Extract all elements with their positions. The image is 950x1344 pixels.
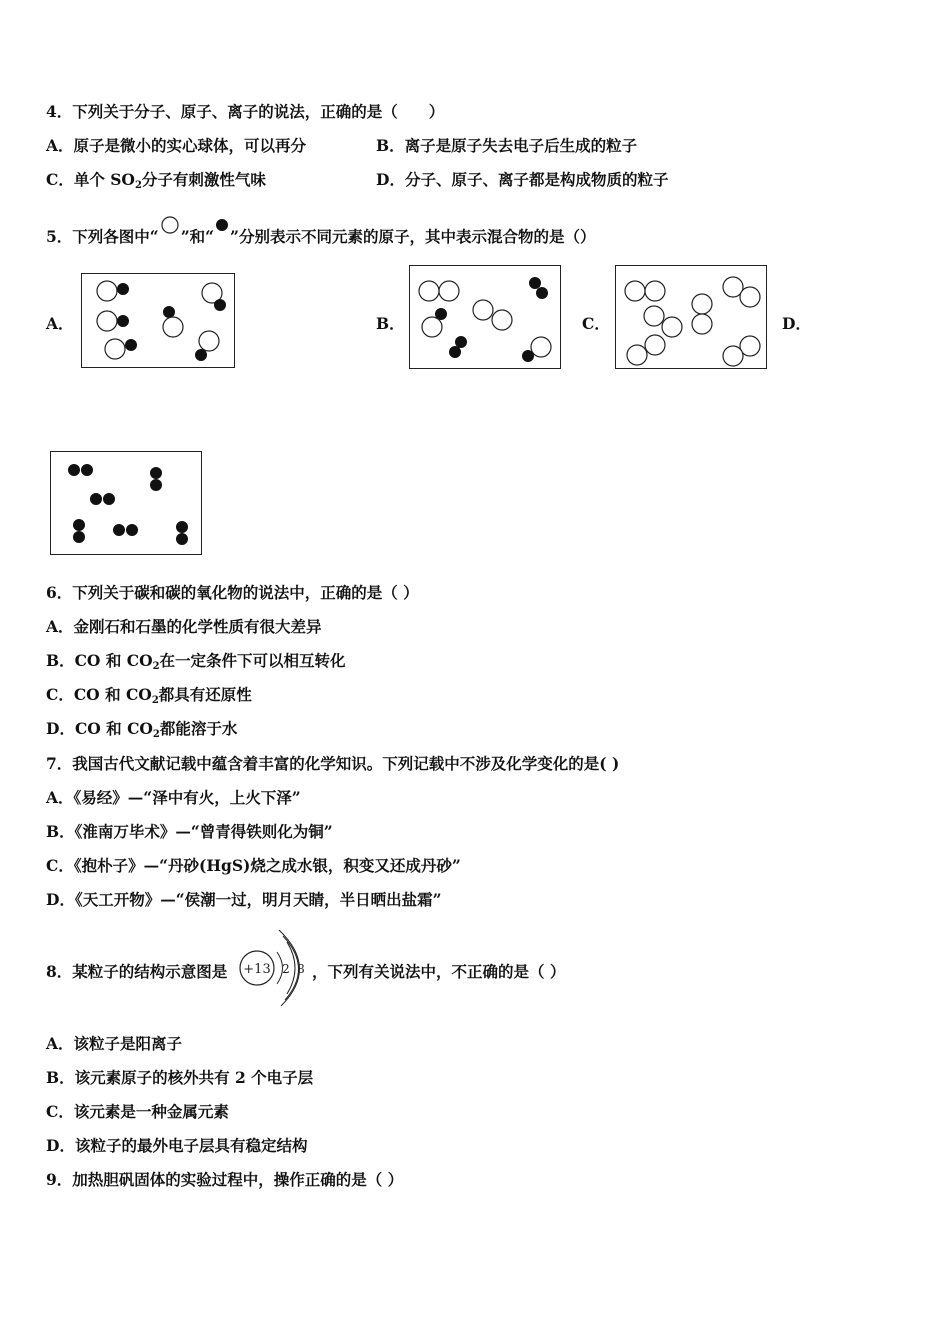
q6-option-d: D．CO 和 $CO_2$都能溶于水 [46,719,238,740]
q9-stem: 9．加热胆矾固体的实验过程中，操作正确的是（ ） [46,1170,404,1189]
q7-option-d: D．《天工开物》—“侯潮一过，明月天睛，半日晒出盐霜” [46,890,442,909]
q5-figure-b [409,265,561,369]
q5-label-d: D． [782,314,811,333]
q7-stem: 7．我国古代文献记载中蕴含着丰富的化学知识。下列记载中不涉及化学变化的是( ) [46,754,620,773]
q8-option-d: D．该粒子的最外电子层具有稳定结构 [46,1136,308,1155]
q8-option-a: A．该粒子是阳离子 [46,1034,183,1053]
q4-stem: 4．下列关于分子、原子、离子的说法，正确的是（ ） [46,102,445,121]
q4-option-a: A．原子是微小的实心球体，可以再分 [46,136,307,155]
q5-stem: 5．下列各图中“ ”和“ ”分别表示不同元素的原子，其中表示混合物的是（） [46,216,595,247]
open-circle-atom-icon [159,216,181,238]
filled-circle-atom-icon [214,218,230,236]
q7-option-c: C．《抱朴子》—“丹砂(HgS)烧之成水银，积变又还成丹砂” [46,856,461,875]
q6-option-a: A．金刚石和石墨的化学性质有很大差异 [46,617,322,636]
q8-option-c: C．该元素是一种金属元素 [46,1102,229,1121]
q6-option-b: B．CO 和 $CO_2$在一定条件下可以相互转化 [46,651,346,672]
q4-option-d: D．分子、原子、离子都是构成物质的粒子 [376,170,669,189]
q5-figure-a [81,273,235,368]
q7-option-a: A．《易经》—“泽中有火，上火下泽” [46,788,301,807]
q6-stem: 6．下列关于碳和碳的氧化物的说法中，正确的是（ ） [46,583,419,602]
q7-option-b: B．《淮南万毕术》—“曾青得铁则化为铜” [46,822,333,841]
atomic-structure-diagram [235,922,315,1008]
q5-figure-d [50,451,202,555]
q4-option-b: B．离子是原子失去电子后生成的粒子 [376,136,638,155]
q4-option-c: C．单个 $SO_2$分子有刺激性气味 [46,170,266,191]
q5-figure-c [615,265,767,369]
nucleus-charge: +13 [243,962,271,977]
q5-label-a: A． [46,314,74,333]
q5-label-b: B． [376,314,405,333]
shell-2-electrons: 8 [297,962,305,976]
q8-stem-suffix: ，下列有关说法中，不正确的是（ ） [312,962,566,981]
q8-stem-prefix: 8．某粒子的结构示意图是 [46,962,228,981]
q5-label-c: C． [582,314,610,333]
shell-1-electrons: 2 [282,962,290,976]
q8-option-b: B．该元素原子的核外共有 2 个电子层 [46,1068,314,1087]
q6-option-c: C．CO 和 $CO_2$都具有还原性 [46,685,252,706]
